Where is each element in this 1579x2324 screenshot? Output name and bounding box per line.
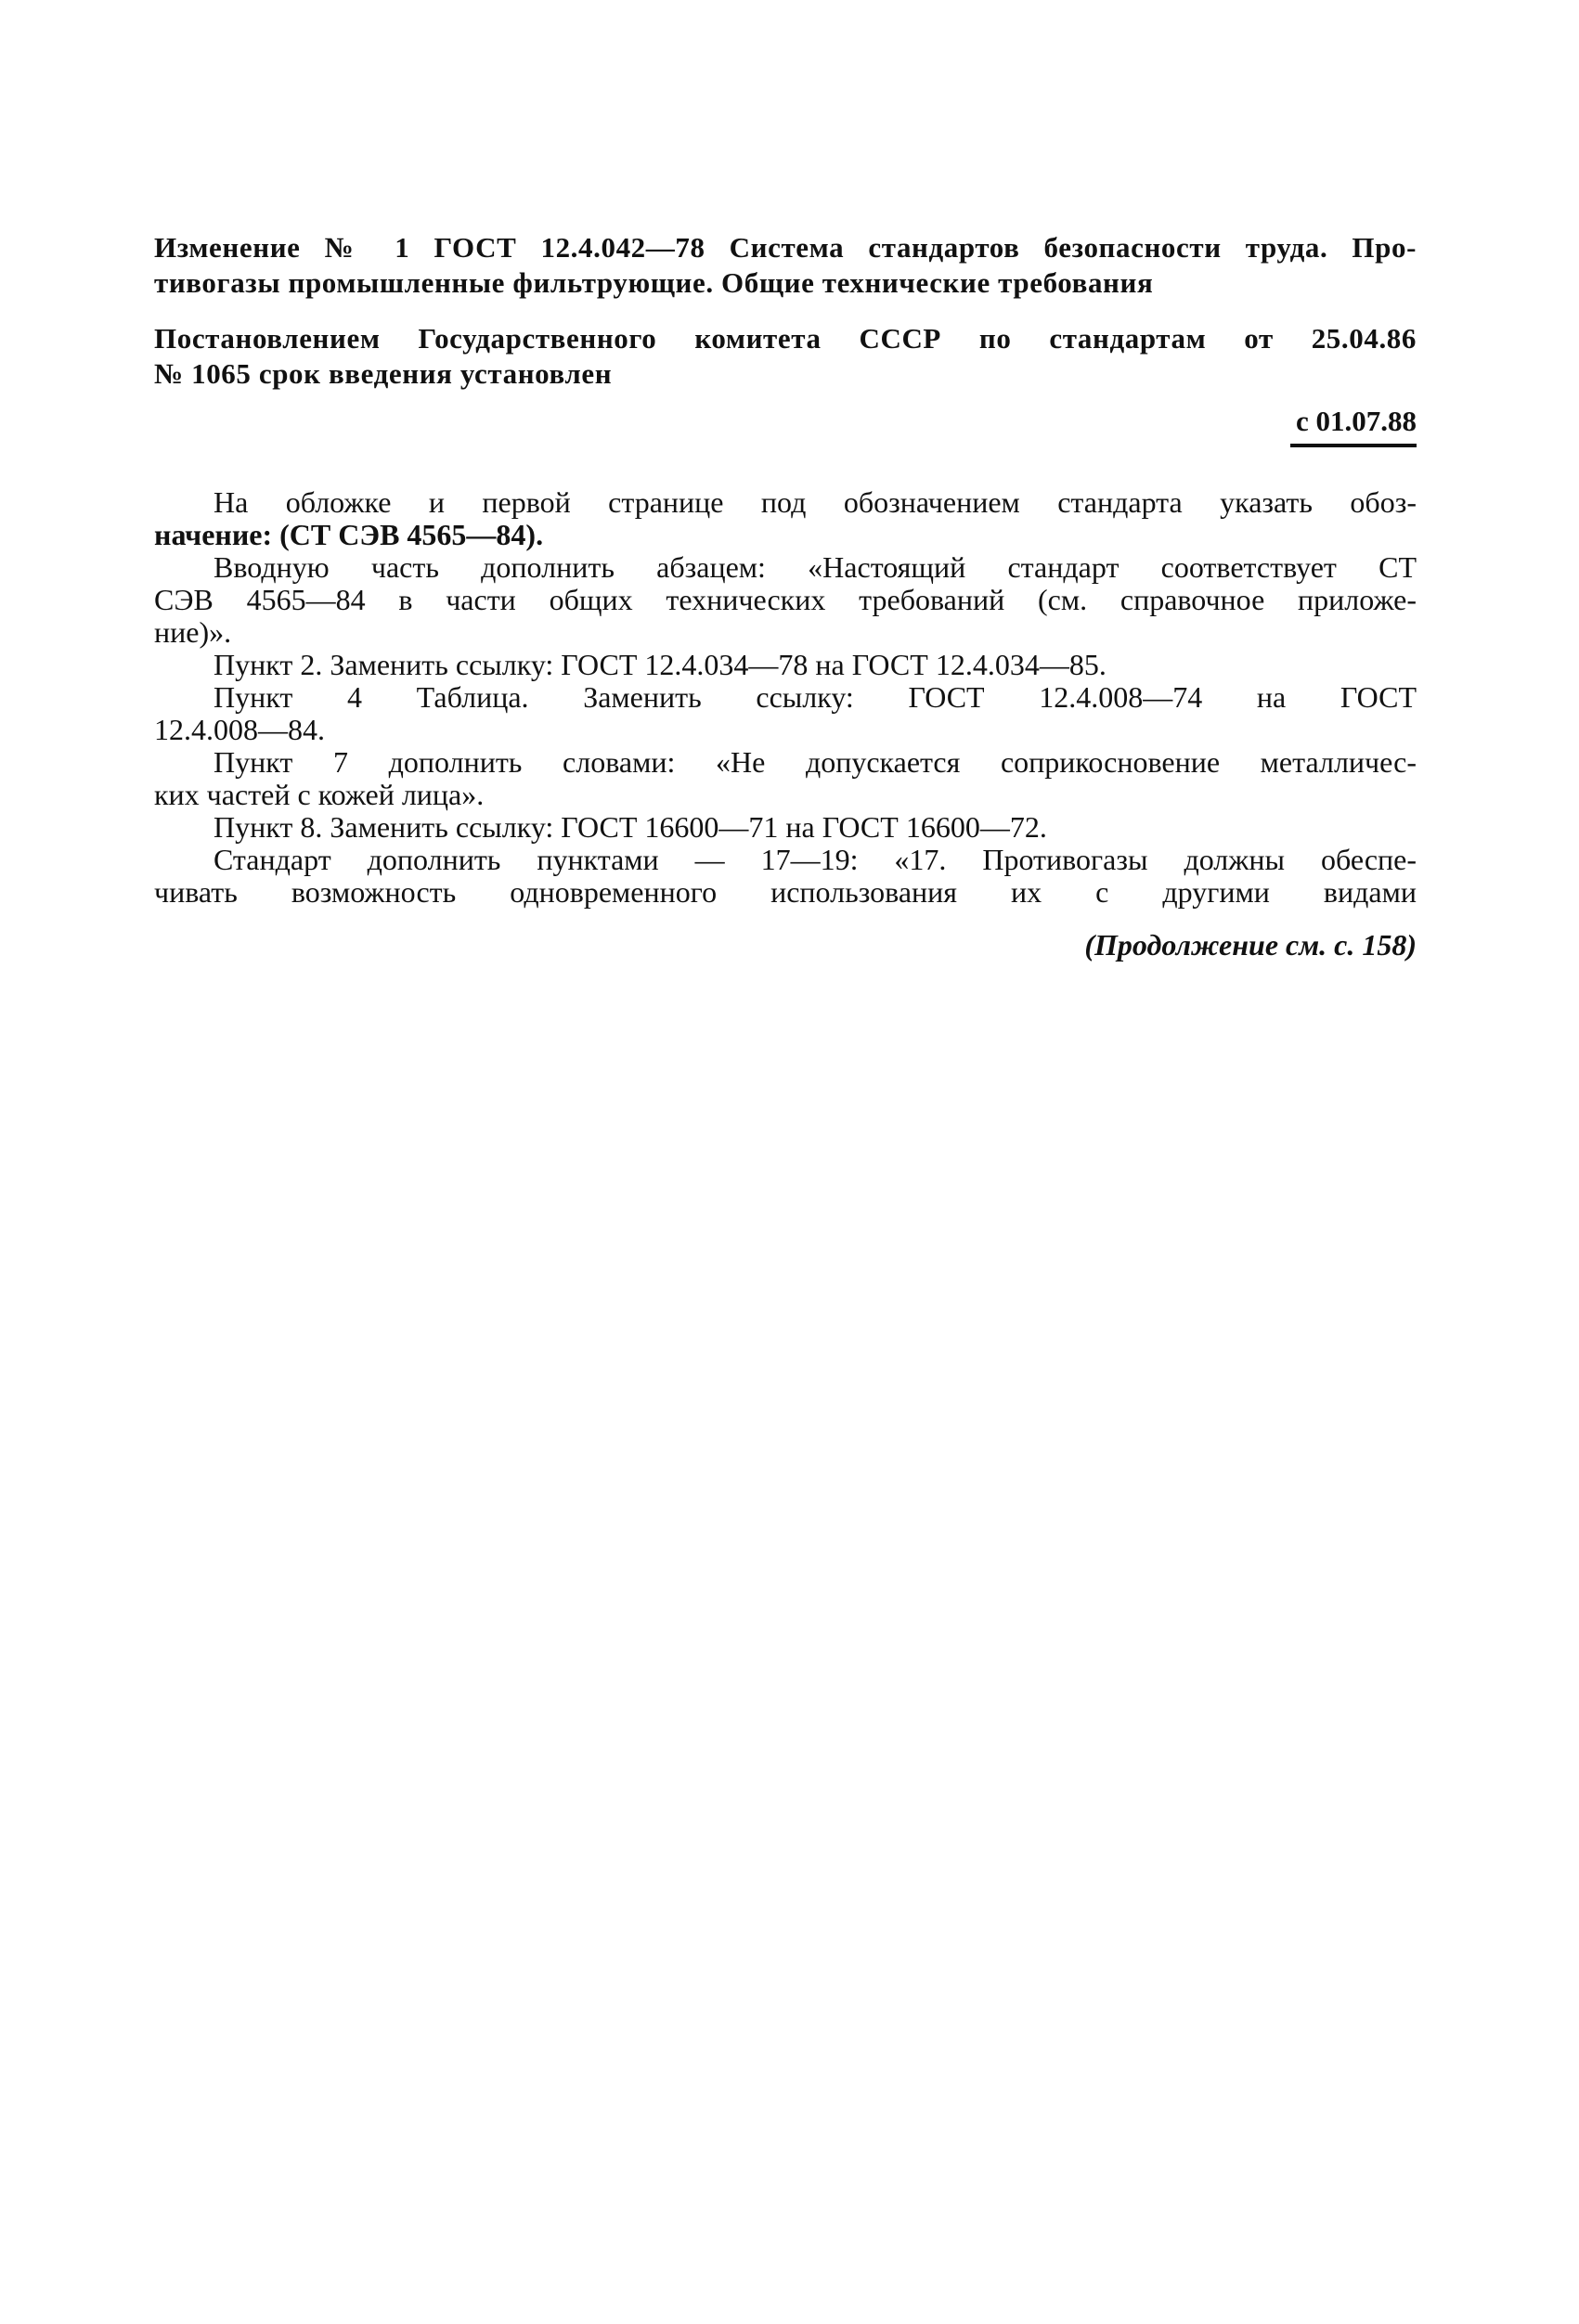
decree-line: Постановлением Государственного комитета СССР по стандартам от 25.04.86 xyxy=(154,322,1417,355)
amendment-title-line: Изменение № 1 ГОСТ 12.4.042—78 Система стандартов безопасности труда. Про- xyxy=(154,231,1417,264)
text-line: Пункт 2. Заменить ссылку: ГОСТ 12.4.034—78 на ГОСТ 12.4.034—85. xyxy=(214,648,1107,681)
text-line: 12.4.008—84. xyxy=(154,713,325,746)
effective-date-block xyxy=(154,405,1417,447)
amendment-title-line: тивогазы промышленные фильтрующие. Общие технические требования xyxy=(154,266,1154,299)
paragraph-cover-designation xyxy=(154,486,1417,551)
amendment-body xyxy=(154,486,1417,909)
decree-line: № 1065 срок введения установлен xyxy=(154,357,613,390)
paragraph-item-4 xyxy=(154,681,1417,746)
text-line: Пункт 4 Таблица. Заменить ссылку: ГОСТ 12.4.008—74 на ГОСТ xyxy=(214,680,1417,714)
text-line: Пункт 8. Заменить ссылку: ГОСТ 16600—71 на ГОСТ 16600—72. xyxy=(214,810,1047,844)
text-line: На обложке и первой странице под обозначением стандарта указать обоз- xyxy=(214,485,1417,519)
paragraph-item-7 xyxy=(154,746,1417,811)
text-line: СЭВ 4565—84 в части общих технических требований (см. справочное приложе- xyxy=(154,583,1417,616)
text-line: Вводную часть дополнить абзацем: «Настоящий стандарт соответствует СТ xyxy=(214,550,1417,584)
text-line: ких частей с кожей лица». xyxy=(154,778,485,811)
text-line: Пункт 7 дополнить словами: «Не допускается соприкосновение металличес- xyxy=(214,745,1417,779)
text-line: начение: (СТ СЭВ 4565—84). xyxy=(154,518,544,551)
text-line: Стандарт дополнить пунктами — 17—19: «17. Противогазы должны обеспе- xyxy=(214,843,1417,876)
paragraph-item-8 xyxy=(154,811,1417,844)
document-content xyxy=(154,230,1417,962)
effective-date: с 01.07.88 xyxy=(1290,405,1417,447)
paragraph-items-17-19 xyxy=(154,844,1417,909)
paragraph-item-2 xyxy=(154,649,1417,681)
text-line: ние)». xyxy=(154,615,232,649)
continuation-note: (Продолжение см. с. 158) xyxy=(1084,928,1417,962)
decree-statement xyxy=(154,321,1417,392)
amendment-title xyxy=(154,230,1417,301)
paragraph-introduction xyxy=(154,551,1417,649)
text-line: чивать возможность одновременного использования их с другими видами xyxy=(154,875,1417,909)
